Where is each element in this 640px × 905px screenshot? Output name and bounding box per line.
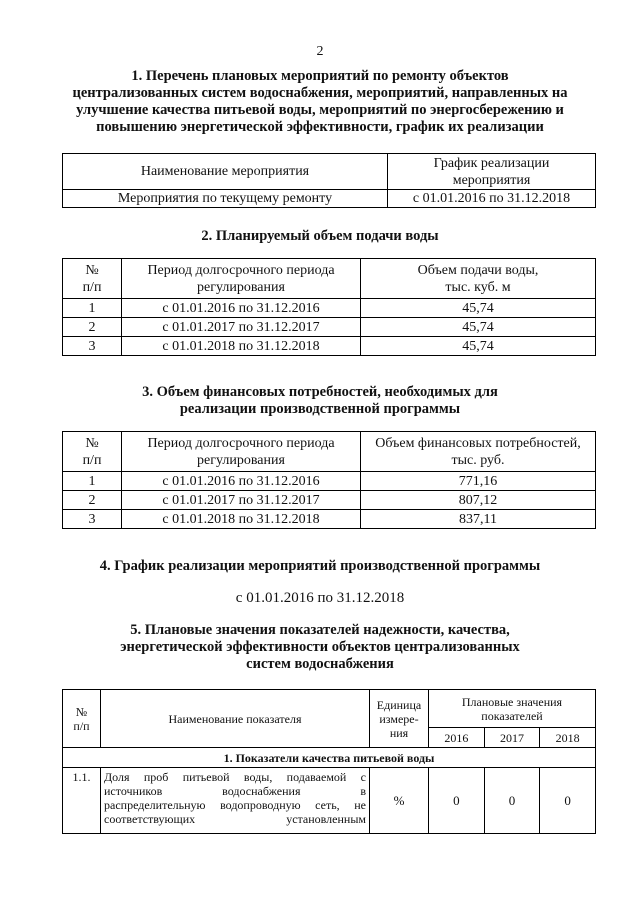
row-num: 2 xyxy=(63,318,122,337)
table-subheader-row xyxy=(63,748,596,768)
section-5-title-line: энергетической эффективности объектов централизованных xyxy=(120,639,520,655)
row-text-line: распределительную водопроводную сеть, не xyxy=(104,798,366,812)
header-period-line: Период долгосрочного периода xyxy=(147,262,335,278)
header-planned-values xyxy=(429,690,596,728)
header-period xyxy=(122,259,361,299)
table-row xyxy=(63,299,596,318)
header-num-line: п/п xyxy=(82,452,102,468)
water-supply-table xyxy=(62,258,596,356)
indicators-table xyxy=(62,689,596,834)
table-header-row xyxy=(63,154,596,190)
header-schedule xyxy=(388,154,596,190)
table-row xyxy=(63,318,596,337)
section-3-title-line: 3. Объем финансовых потребностей, необходимых для xyxy=(142,384,498,400)
header-planned-line: Плановые значения xyxy=(461,694,563,709)
header-financial xyxy=(361,432,596,472)
header-unit-line: измере- xyxy=(379,711,419,726)
row-period: с 01.01.2018 по 31.12.2018 xyxy=(122,510,361,529)
row-text-line: соответствующих установленным xyxy=(104,812,366,826)
row-period: с 01.01.2016 по 31.12.2016 xyxy=(122,299,361,318)
header-planned-line: показателей xyxy=(481,708,543,723)
table-header-row xyxy=(63,690,596,728)
header-num xyxy=(63,432,122,472)
header-period-line: регулирования xyxy=(197,452,285,468)
table-row xyxy=(63,491,596,510)
row-period: с 01.01.2016 по 31.12.2016 xyxy=(122,472,361,491)
header-num xyxy=(63,259,122,299)
table-header-row xyxy=(63,259,596,299)
section-3-title xyxy=(0,384,640,418)
section-1-title xyxy=(40,68,600,136)
section-5-title-line: 5. Плановые значения показателей надежности, качества, xyxy=(130,622,510,638)
table-row xyxy=(63,190,596,208)
row-value: 0 xyxy=(429,768,485,834)
table-row xyxy=(63,337,596,356)
row-amount: 771,16 xyxy=(361,472,596,491)
row-value: 0 xyxy=(484,768,540,834)
header-period-line: регулирования xyxy=(197,279,285,295)
header-schedule-line: мероприятия xyxy=(452,172,531,188)
table-header-row xyxy=(63,432,596,472)
row-num: 1.1. xyxy=(63,768,101,834)
section-5-title xyxy=(0,622,640,673)
table-row xyxy=(63,472,596,491)
financial-needs-table xyxy=(62,431,596,529)
subheader-water-quality: 1. Показатели качества питьевой воды xyxy=(63,748,596,768)
row-volume: 45,74 xyxy=(361,318,596,337)
section-5-title-line: систем водоснабжения xyxy=(246,656,394,672)
row-value: 0 xyxy=(540,768,596,834)
header-unit-line: ния xyxy=(389,725,409,740)
header-schedule-line: График реализации xyxy=(433,155,550,171)
header-volume xyxy=(361,259,596,299)
row-period: с 01.01.2018 по 31.12.2018 xyxy=(122,337,361,356)
row-num: 2 xyxy=(63,491,122,510)
row-period: с 01.01.2017 по 31.12.2017 xyxy=(122,491,361,510)
header-volume-line: Объем подачи воды, xyxy=(417,262,539,278)
activities-table xyxy=(62,153,596,208)
row-volume: 45,74 xyxy=(361,337,596,356)
section-1-title-line: улучшение качества питьевой воды, мероприятий по энергосбережению и xyxy=(76,102,564,118)
header-indicator-name: Наименование показателя xyxy=(101,690,370,748)
row-text-line: Доля проб питьевой воды, подаваемой с xyxy=(104,770,366,784)
header-num-line: п/п xyxy=(82,279,102,295)
table-row xyxy=(63,768,596,834)
header-num xyxy=(63,690,101,748)
header-financial-line: тыс. руб. xyxy=(451,452,505,468)
header-financial-line: Объем финансовых потребностей, xyxy=(375,435,581,451)
header-year: 2017 xyxy=(484,728,540,748)
header-num-line: № xyxy=(85,262,99,278)
header-period-line: Период долгосрочного периода xyxy=(147,435,335,451)
row-period: с 01.01.2017 по 31.12.2017 xyxy=(122,318,361,337)
row-volume: 45,74 xyxy=(361,299,596,318)
page-number: 2 xyxy=(316,44,324,59)
section-1-title-line: централизованных систем водоснабжения, мероприятий, направленных на xyxy=(72,85,568,101)
row-num: 1 xyxy=(63,299,122,318)
header-activity-name: Наименование мероприятия xyxy=(63,154,388,190)
row-amount: 837,11 xyxy=(361,510,596,529)
section-2-title: 2. Планируемый объем подачи воды xyxy=(201,228,439,244)
section-3-title-line: реализации производственной программы xyxy=(179,401,461,417)
row-indicator-text xyxy=(101,768,370,834)
row-text-line: источников водоснабжения в xyxy=(104,784,366,798)
header-year: 2016 xyxy=(429,728,485,748)
header-num-line: № xyxy=(75,704,88,719)
section-1-title-line: повышению энергетической эффективности, график их реализации xyxy=(96,119,544,135)
header-volume-line: тыс. куб. м xyxy=(445,279,511,295)
section-4-period: с 01.01.2016 по 31.12.2018 xyxy=(235,590,405,606)
row-num: 1 xyxy=(63,472,122,491)
section-4-title: 4. График реализации мероприятий производственной программы xyxy=(99,558,541,574)
header-period xyxy=(122,432,361,472)
header-unit xyxy=(370,690,429,748)
header-num-line: № xyxy=(85,435,99,451)
activity-period: с 01.01.2016 по 31.12.2018 xyxy=(388,190,596,208)
row-num: 3 xyxy=(63,510,122,529)
row-num: 3 xyxy=(63,337,122,356)
header-year: 2018 xyxy=(540,728,596,748)
activity-name: Мероприятия по текущему ремонту xyxy=(63,190,388,208)
row-unit: % xyxy=(370,768,429,834)
table-row xyxy=(63,510,596,529)
section-1-title-line: 1. Перечень плановых мероприятий по ремонту объектов xyxy=(131,68,509,84)
row-amount: 807,12 xyxy=(361,491,596,510)
header-unit-line: Единица xyxy=(376,697,422,712)
header-num-line: п/п xyxy=(73,718,90,733)
